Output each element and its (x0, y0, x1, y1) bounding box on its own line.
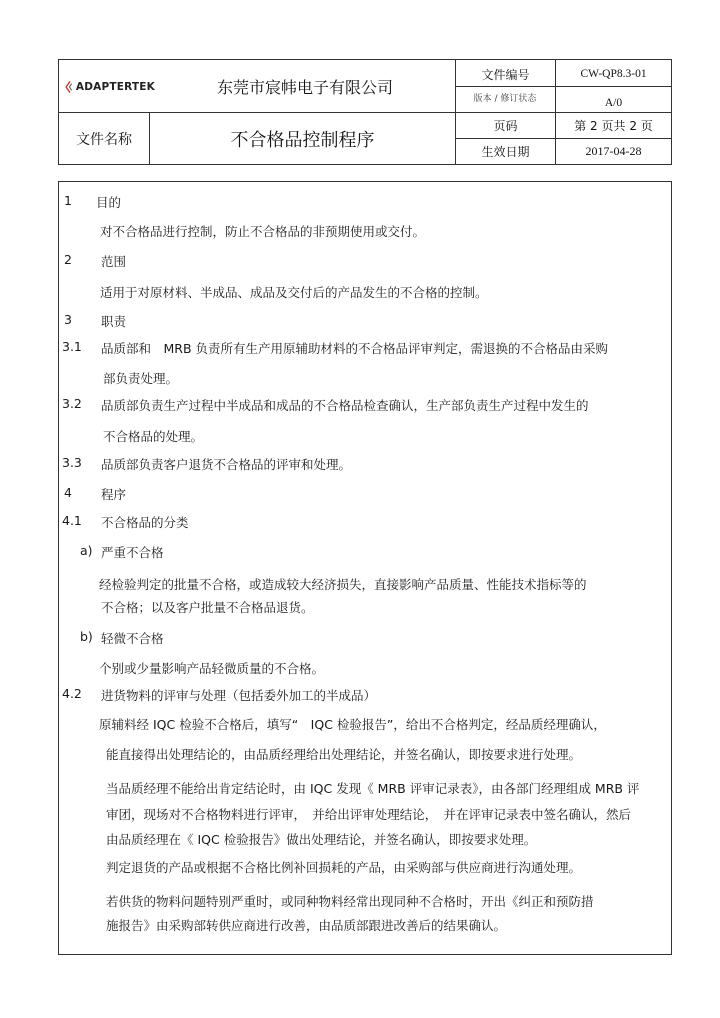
version-label: 版本 / 修订状态 (473, 94, 537, 104)
effective-date: 2017-04-28 (585, 144, 642, 158)
item-marker: b) (80, 629, 93, 644)
section-heading: 程序 (101, 487, 127, 502)
section-number: 3.2 (62, 396, 82, 411)
section-number: 4 (64, 485, 72, 500)
item-marker: a) (80, 543, 93, 558)
section-heading: 进货物料的评审与处理（包括委外加工的半成品） (101, 688, 377, 703)
paragraph-line: 不合格品的处理。 (103, 429, 204, 444)
section-number: 3 (64, 312, 72, 327)
paragraph-line: 品质部负责客户退货不合格品的评审和处理。 (101, 457, 352, 472)
paragraph-line: 经检验判定的批量不合格，或造成较大经济损失，直接影响产品质量、性能技术指标等的 (99, 577, 587, 592)
paragraph-line: 判定退货的产品或根据不合格比例补回损耗的产品，由采购部与供应商进行沟通处理。 (106, 860, 582, 875)
section-number: 4.2 (62, 686, 82, 701)
section-number: 1 (64, 193, 72, 208)
logo-text: ADAPTERTEK (75, 81, 155, 93)
doc-number: CW-QP8.3-01 (580, 68, 647, 80)
company-logo (65, 72, 155, 102)
paragraph-line: 个别或少量影响产品轻微质量的不合格。 (99, 661, 325, 676)
company-name: 东莞市宸帏电子有限公司 (216, 77, 393, 97)
paragraph-line: 能直接得出处理结论的，由品质经理给出处理结论，并签名确认，即按要求进行处理。 (106, 747, 582, 762)
paragraph-line: 若供货的物料问题特别严重时，或同种物料经常出现同种不合格时，开出《纠正和预防措 (106, 894, 594, 909)
effective-date-label: 生效日期 (481, 145, 530, 159)
paragraph-line: 部负责处理。 (103, 371, 179, 386)
section-heading: 范围 (101, 254, 127, 269)
paragraph-line: 审团，现场对不合格物料进行评审， 并给出评审处理结论， 并在评审记录表中签名确认，然后 (106, 807, 632, 822)
version-value: A/0 (604, 97, 623, 109)
paragraph-line: 当品质经理不能给出肯定结论时，由 IQC 发现《 MRB 评审记录表》，由各部门经理组成 MRB 评 (106, 781, 640, 796)
section-number: 4.1 (62, 513, 82, 528)
doc-title: 不合格品控制程序 (230, 129, 375, 151)
paragraph-line: 不合格；以及客户批量不合格品退货。 (101, 600, 314, 615)
paragraph-line: 对不合格品进行控制，防止不合格品的非预期使用或交付。 (100, 224, 426, 239)
doc-number-label: 文件编号 (481, 67, 530, 82)
section-heading: 不合格品的分类 (101, 515, 189, 530)
paragraph-line: 适用于对原材料、半成品、成品及交付后的产品发生的不合格的控制。 (100, 285, 488, 300)
section-heading: 职责 (101, 314, 127, 329)
page-value: 第 2 页共 2 页 (574, 119, 653, 133)
doc-name-label: 文件名称 (76, 131, 132, 148)
paragraph-line: 品质部负责生产过程中半成品和成品的不合格品检查确认，生产部负责生产过程中发生的 (101, 398, 589, 413)
page-label: 页码 (493, 119, 518, 133)
section-heading: 目的 (96, 195, 122, 210)
item-heading: 严重不合格 (101, 545, 164, 560)
paragraph-line: 原辅料经 IQC 检验不合格后，填写“ IQC 检验报告”，给出不合格判定，经品质经理确认， (99, 717, 606, 732)
document-header (58, 59, 672, 165)
paragraph-line: 施报告》由采购部转供应商进行改善，由品质部跟进改善后的结果确认。 (106, 918, 507, 933)
section-number: 3.3 (62, 455, 82, 470)
paragraph-line: 由品质经理在《 IQC 检验报告》做出处理结论，并签名确认，即按要求处理。 (106, 832, 537, 847)
item-heading: 轻微不合格 (101, 631, 164, 646)
section-number: 3.1 (62, 339, 82, 354)
section-number: 2 (64, 252, 72, 267)
paragraph-line: 品质部和 MRB 负责所有生产用原辅助材料的不合格品评审判定，需退换的不合格品由采购 (101, 341, 609, 356)
logo-mark-icon (65, 75, 74, 99)
